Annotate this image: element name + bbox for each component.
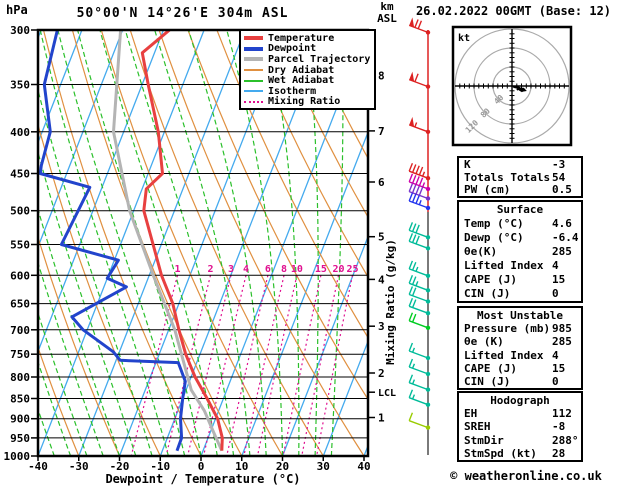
row-label: StmSpd (kt) [464, 446, 537, 460]
svg-text:40: 40 [357, 460, 371, 473]
station-title: 50°00'N 14°26'E 304m ASL [76, 6, 289, 21]
temperature-axis-labels [28, 456, 371, 473]
wind-barb [409, 413, 430, 430]
row-label: CIN (J) [464, 375, 511, 389]
wind-barb-column [409, 17, 430, 455]
svg-text:-20: -20 [109, 460, 130, 473]
hodograph-ring-label: 80 [478, 106, 492, 120]
row-label: SREH [464, 420, 491, 434]
row-value: 285 [552, 335, 572, 349]
wind-barb [409, 359, 430, 376]
x-axis-label: Dewpoint / Temperature (°C) [105, 472, 301, 486]
svg-text:-40: -40 [28, 460, 48, 473]
table-row [459, 434, 581, 447]
row-label: CIN (J) [464, 287, 511, 300]
wind-barb [409, 222, 430, 239]
legend-item [244, 44, 374, 55]
wind-barb [409, 117, 430, 134]
legend-swatch-parcel-trajectory [244, 57, 263, 61]
row-label: CAPE (J) [464, 361, 517, 375]
hodograph-panel [453, 27, 571, 145]
row-label: PW (cm) [464, 183, 511, 197]
legend-swatch-dewpoint [244, 47, 263, 51]
wind-barb [409, 343, 430, 360]
table-row [459, 335, 581, 348]
legend-item [244, 97, 374, 108]
svg-text:7: 7 [378, 124, 385, 138]
row-label: K [464, 158, 471, 171]
legend-item [244, 33, 374, 44]
asl-unit: ASL [377, 12, 397, 25]
table-row [459, 217, 581, 231]
table-row [459, 349, 581, 362]
svg-text:8: 8 [378, 69, 385, 83]
chart-legend [239, 29, 376, 110]
row-value: 0 [552, 287, 559, 300]
svg-text:950: 950 [10, 431, 30, 445]
table-title: Most Unstable [476, 309, 564, 322]
legend-item [244, 86, 374, 97]
row-label: Lifted Index [464, 348, 544, 362]
svg-text:30: 30 [316, 460, 330, 473]
svg-text:650: 650 [10, 297, 30, 311]
row-value: 0 [552, 375, 559, 389]
row-label: θe(K) [464, 245, 498, 258]
copyright-notice: © weatheronline.co.uk [450, 469, 602, 483]
legend-item [244, 65, 374, 76]
table-row [459, 362, 581, 375]
km-unit: km [380, 0, 394, 13]
legend-label: Dewpoint [268, 43, 317, 55]
row-value: -3 [552, 158, 566, 171]
table-row [459, 245, 581, 259]
row-value: 285 [552, 245, 572, 258]
table-row [459, 159, 581, 172]
table-row [459, 273, 581, 287]
row-value: 288° [552, 433, 579, 447]
row-value: 4 [552, 259, 559, 272]
svg-text:3: 3 [227, 264, 235, 275]
legend-item [244, 54, 374, 65]
svg-text:5: 5 [378, 230, 385, 244]
svg-text:15: 15 [314, 264, 327, 275]
svg-text:750: 750 [10, 348, 30, 362]
row-label: Pressure (mb) [464, 322, 551, 336]
hodograph-ring-label: 120 [463, 118, 481, 135]
svg-text:550: 550 [10, 238, 30, 252]
mixing-ratio-axis-label: Mixing Ratio (g/kg) [384, 239, 397, 365]
svg-text:10: 10 [235, 460, 249, 473]
datetime-title: 26.02.2022 00GMT (Base: 12) [415, 4, 612, 18]
row-value: -8 [552, 420, 566, 434]
hodograph-ring-label: 40 [492, 93, 506, 107]
indices-table-hodograph [457, 391, 583, 462]
legend-label: Wet Adiabat [268, 75, 335, 87]
row-label: StmDir [464, 433, 504, 447]
lcl-label: LCL [378, 388, 397, 400]
svg-text:-10: -10 [150, 460, 171, 473]
wind-barb [409, 375, 430, 392]
svg-text:350: 350 [10, 78, 30, 92]
row-label: θe (K) [464, 335, 504, 349]
svg-text:6: 6 [264, 264, 271, 275]
svg-text:850: 850 [10, 392, 30, 406]
svg-text:500: 500 [10, 204, 30, 218]
row-label: Temp (°C) [464, 217, 524, 230]
svg-text:1: 1 [378, 411, 385, 425]
hodograph-unit-label: kt [458, 33, 471, 44]
row-label: Dewp (°C) [464, 231, 524, 244]
legend-label: Temperature [268, 32, 335, 44]
legend-swatch-isotherm [244, 90, 263, 92]
legend-item [244, 75, 374, 86]
altitude-axis-unit-label [370, 1, 404, 25]
table-row [459, 322, 581, 335]
svg-text:4: 4 [242, 264, 250, 275]
row-value: 15 [552, 361, 566, 375]
sounding-profiles [40, 30, 222, 451]
legend-swatch-temperature [244, 36, 263, 40]
table-row [459, 231, 581, 245]
legend-label: Parcel Trajectory [268, 53, 371, 65]
pressure-unit-label: hPa [6, 3, 28, 17]
pressure-axis-labels [4, 24, 39, 463]
row-value: 4.6 [552, 217, 572, 230]
table-row [459, 375, 581, 388]
svg-text:4: 4 [378, 273, 385, 287]
row-value: -6.4 [552, 231, 579, 244]
table-title: Surface [496, 203, 544, 216]
indices-table-stability [457, 156, 583, 198]
svg-text:600: 600 [10, 269, 30, 283]
altitude-axis [368, 69, 397, 424]
row-label: Totals Totals [464, 170, 551, 184]
svg-text:1: 1 [174, 264, 181, 275]
wind-barb [409, 163, 430, 180]
svg-text:25: 25 [346, 264, 359, 275]
row-value: 112 [552, 407, 572, 421]
svg-text:2: 2 [378, 367, 385, 380]
svg-text:900: 900 [10, 412, 30, 426]
svg-text:2: 2 [207, 264, 214, 275]
table-row [459, 420, 581, 433]
legend-swatch-dry-adiabat [244, 69, 263, 71]
svg-text:800: 800 [10, 371, 30, 384]
svg-text:1000: 1000 [3, 450, 30, 463]
row-value: 54 [552, 170, 566, 184]
legend-label: Isotherm [268, 85, 317, 97]
svg-text:8: 8 [280, 264, 288, 275]
wind-barb [409, 313, 430, 330]
svg-text:6: 6 [378, 176, 385, 189]
svg-text:10: 10 [290, 264, 303, 275]
row-value: 0.5 [552, 183, 572, 197]
row-value: 985 [552, 322, 572, 336]
table-row [459, 184, 581, 197]
svg-text:300: 300 [10, 24, 30, 37]
row-label: Lifted Index [464, 259, 544, 272]
table-title: Hodograph [490, 394, 550, 407]
wind-barb [409, 275, 430, 292]
indices-table-most-unstable [457, 306, 583, 390]
row-value: 4 [552, 348, 559, 362]
wind-barb [409, 72, 430, 89]
svg-text:20: 20 [275, 460, 290, 473]
legend-swatch-mixing-ratio [244, 101, 263, 103]
svg-text:20: 20 [332, 264, 345, 275]
row-value: 28 [552, 446, 566, 460]
wind-barb [409, 390, 430, 407]
table-row [459, 259, 581, 273]
svg-text:-30: -30 [68, 460, 89, 473]
legend-label: Dry Adiabat [268, 64, 335, 76]
svg-text:400: 400 [10, 125, 30, 139]
legend-swatch-wet-adiabat [244, 80, 263, 82]
table-row [459, 447, 581, 460]
table-row [459, 407, 581, 420]
indices-table-surface [457, 200, 583, 303]
row-label: CAPE (J) [464, 273, 517, 286]
legend-label: Mixing Ratio [268, 96, 341, 108]
row-value: 15 [552, 273, 566, 286]
svg-text:450: 450 [10, 167, 30, 181]
svg-text:0: 0 [197, 460, 205, 473]
svg-text:700: 700 [10, 323, 30, 337]
svg-text:3: 3 [378, 320, 385, 334]
table-row [459, 287, 581, 301]
row-label: EH [464, 407, 478, 421]
wind-barb [409, 17, 430, 34]
